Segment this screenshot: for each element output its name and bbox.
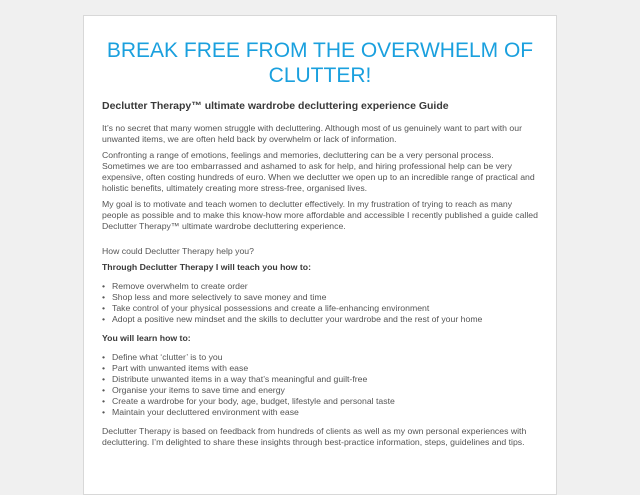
closing-paragraph: Declutter Therapy is based on feedback from hundreds of clients as well as my own personal experiences with decluttering. I’m delighted to share these insights through best-practice information, steps, guidelines and tips. xyxy=(102,426,527,447)
teach-heading: Through Declutter Therapy I will teach you how to: xyxy=(102,262,311,272)
learn-list-item: • Define what ‘clutter’ is to you xyxy=(102,352,538,363)
help-question: How could Declutter Therapy help you? xyxy=(102,246,254,256)
teach-list-item: • Remove overwhelm to create order xyxy=(102,281,538,292)
content-card xyxy=(83,15,557,495)
teach-list xyxy=(102,281,538,325)
page-subheading: Declutter Therapy™ ultimate wardrobe decluttering experience Guide xyxy=(102,100,449,112)
learn-list-item: • Organise your items to save time and energy xyxy=(102,385,538,396)
goal-paragraph: My goal is to motivate and teach women to declutter effectively. In my frustration of trying to reach as many people as possible and to make this know-how more affordable and accessible I recently published a guide called Declutter Therapy™ ultimate wardrobe decluttering experience. xyxy=(102,199,538,231)
intro-paragraph: It’s no secret that many women struggle with decluttering. Although most of us genuinely want to part with our unwanted items, we are often held back by overwhelm or lack of information. xyxy=(102,123,522,144)
page-headline: BREAK FREE FROM THE OVERWHELM OF CLUTTER! xyxy=(106,39,534,87)
teach-list-item: • Take control of your physical possessions and create a life-enhancing environment xyxy=(102,303,538,314)
learn-list-item: • Create a wardrobe for your body, age, budget, lifestyle and personal taste xyxy=(102,396,538,407)
learn-heading: You will learn how to: xyxy=(102,333,191,343)
learn-list xyxy=(102,352,538,418)
teach-list-item: • Shop less and more selectively to save money and time xyxy=(102,292,538,303)
teach-list-item: • Adopt a positive new mindset and the skills to declutter your wardrobe and the rest of your home xyxy=(102,314,538,325)
learn-list-item: • Part with unwanted items with ease xyxy=(102,363,538,374)
learn-list-item: • Maintain your decluttered environment with ease xyxy=(102,407,538,418)
emotions-paragraph: Confronting a range of emotions, feelings and memories, decluttering can be a very personal process. Sometimes we are too embarrassed and ashamed to ask for help, and hiring professional help can be very expensive, often costing hundreds of euro. When we declutter we open up to an incredible range of practical and holistic benefits, ultimately creating more stress-free, organised lives. xyxy=(102,150,535,193)
learn-list-item: • Distribute unwanted items in a way that’s meaningful and guilt-free xyxy=(102,374,538,385)
